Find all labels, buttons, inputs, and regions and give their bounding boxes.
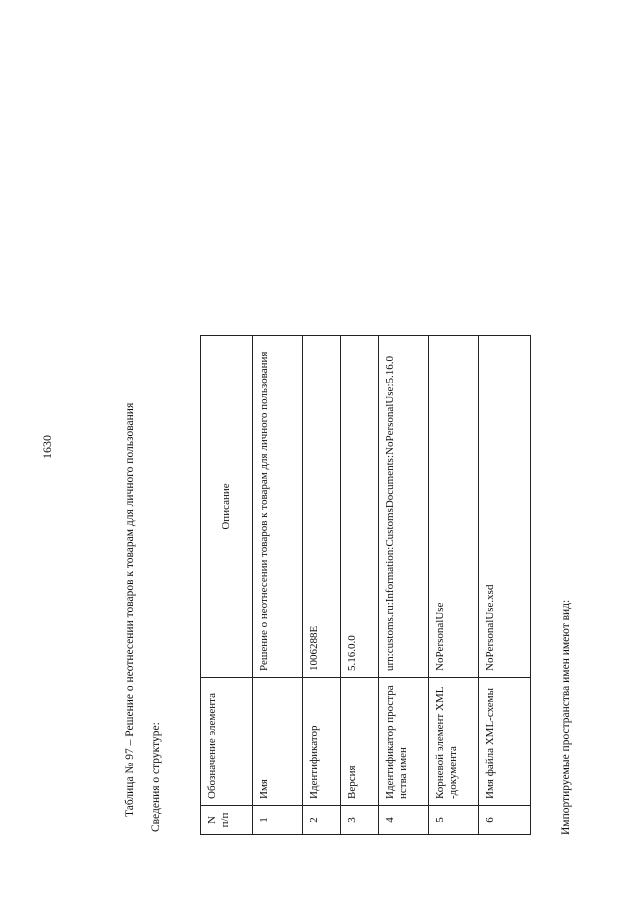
header-description: Описание <box>201 336 253 678</box>
row-number: 4 <box>379 806 429 835</box>
row-number: 5 <box>429 806 479 835</box>
table-row <box>341 336 379 835</box>
row-number: 6 <box>479 806 531 835</box>
table-header-row <box>201 336 253 835</box>
table-row <box>253 336 303 835</box>
header-element-name: Обозначение элемента <box>201 678 253 806</box>
imported-namespaces-text: Импортируемые пространства имен имеют вид: <box>560 599 572 835</box>
row-description: urn:customs.ru:Information:CustomsDocuments:NoPersonalUse:5.16.0 <box>379 336 429 678</box>
table-title: Таблица № 97 – Решение о неотнесении товаров к товарам для личного пользования <box>124 402 136 817</box>
structure-intro: Сведения о структуре: <box>150 722 162 832</box>
row-number: 3 <box>341 806 379 835</box>
row-element-name: Имя <box>253 678 303 806</box>
row-description: 5.16.0.0 <box>341 336 379 678</box>
table-row <box>479 336 531 835</box>
table-row <box>379 336 429 835</box>
header-number: N п/п <box>201 806 253 835</box>
row-element-name: Корневой элемент XML-документа <box>429 678 479 806</box>
row-number: 2 <box>303 806 341 835</box>
row-element-name: Идентификатор пространства имен <box>379 678 429 806</box>
table-row <box>429 336 479 835</box>
row-element-name: Версия <box>341 678 379 806</box>
page-number: 1630 <box>40 435 54 459</box>
row-element-name: Имя файла XML-схемы <box>479 678 531 806</box>
table-row <box>303 336 341 835</box>
structure-table <box>200 335 531 835</box>
row-number: 1 <box>253 806 303 835</box>
row-description: 1006288E <box>303 336 341 678</box>
row-description: NoPersonalUse.xsd <box>479 336 531 678</box>
row-description: Решение о неотнесении товаров к товарам для личного пользования <box>253 336 303 678</box>
row-element-name: Идентификатор <box>303 678 341 806</box>
row-description: NoPersonalUse <box>429 336 479 678</box>
